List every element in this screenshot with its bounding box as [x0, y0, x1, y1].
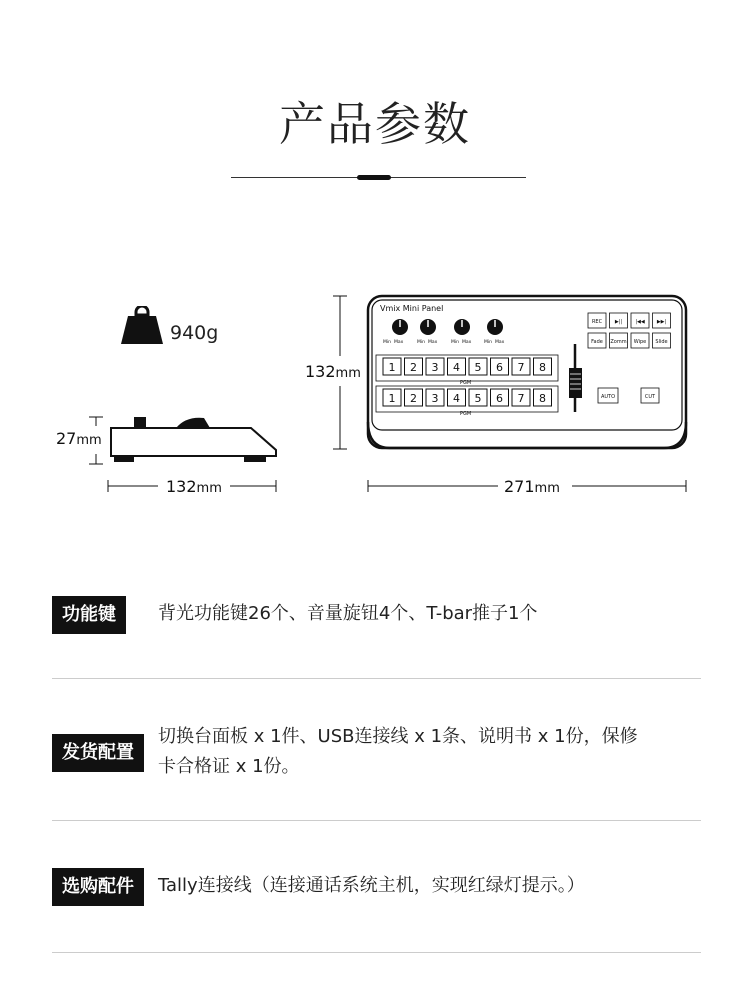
title-accent: [357, 175, 391, 180]
feature-tag: 选购配件: [52, 868, 144, 906]
front-height-label: 132mm: [305, 362, 361, 381]
divider: [52, 820, 701, 821]
pgm-button-label: 4: [453, 361, 460, 374]
pgm-button-label: 6: [496, 361, 503, 374]
pgm-button-label: 7: [517, 361, 525, 374]
pgm-button-label: 3: [431, 361, 439, 374]
pgm-button-label: 2: [410, 361, 417, 374]
transport-button-label: ▶▶|: [656, 319, 667, 325]
auto-button-label: AUTO: [600, 394, 616, 400]
side-height-label: 27mm: [56, 429, 102, 448]
side-depth-label: 132mm: [166, 477, 222, 496]
row2-label: PGM: [460, 411, 472, 417]
divider: [52, 678, 701, 679]
tbar-handle: [569, 368, 582, 398]
svg-text:Min: Min: [484, 340, 492, 345]
side-view-drawing: [86, 410, 281, 470]
transition-button-label: Wipe: [633, 339, 647, 345]
feature-text: Tally连接线（连接通话系统主机，实现红绿灯提示。）: [158, 875, 585, 896]
weight-icon: [120, 306, 164, 346]
transition-button-label: Slide: [655, 339, 668, 345]
pgm-button-label: 1: [388, 361, 396, 374]
front-width-label: 271mm: [504, 477, 560, 496]
feature-text: 背光功能键26个、音量旋钮4个、T-bar推子1个: [158, 603, 538, 624]
svg-text:Max: Max: [495, 340, 505, 345]
panel-brand-label: Vmix Mini Panel: [380, 304, 444, 313]
pgm-button-label: 3: [431, 392, 439, 405]
transport-button-label: |◀◀: [635, 319, 645, 325]
divider: [52, 952, 701, 953]
page-title: 产品参数: [279, 97, 471, 151]
pgm-button-label: 2: [410, 392, 417, 405]
pgm-button-label: 1: [388, 392, 396, 405]
pgm-button-label: 6: [496, 392, 503, 405]
svg-text:Min: Min: [383, 340, 391, 345]
feature-tag: 功能键: [52, 596, 126, 634]
pgm-button-label: 4: [453, 392, 460, 405]
svg-text:Min: Min: [451, 340, 459, 345]
feature-text-line2: 卡合格证 x 1份。: [158, 756, 300, 777]
pgm-button-label: 5: [474, 361, 482, 374]
transport-button-label: REC: [591, 319, 603, 325]
cut-button-label: CUT: [644, 394, 656, 400]
svg-text:Min: Min: [417, 340, 425, 345]
weight-value: 940g: [170, 322, 219, 344]
panel-front-view: [366, 294, 688, 454]
svg-text:Max: Max: [462, 340, 472, 345]
pgm-button-label: 7: [517, 392, 525, 405]
svg-text:Max: Max: [394, 340, 404, 345]
feature-tag: 发货配置: [52, 734, 144, 772]
pgm-button-label: 8: [539, 392, 546, 405]
pgm-button-label: 5: [474, 392, 482, 405]
feature-text-line1: 切换台面板 x 1件、USB连接线 x 1条、说明书 x 1份，保修: [158, 726, 638, 747]
row1-label: PGM: [460, 380, 472, 386]
transition-button-label: Zomm: [610, 339, 627, 345]
pgm-button-label: 8: [539, 361, 546, 374]
svg-text:Max: Max: [428, 340, 438, 345]
transition-button-label: Fade: [591, 339, 603, 345]
transport-button-label: ▶||: [614, 319, 623, 325]
